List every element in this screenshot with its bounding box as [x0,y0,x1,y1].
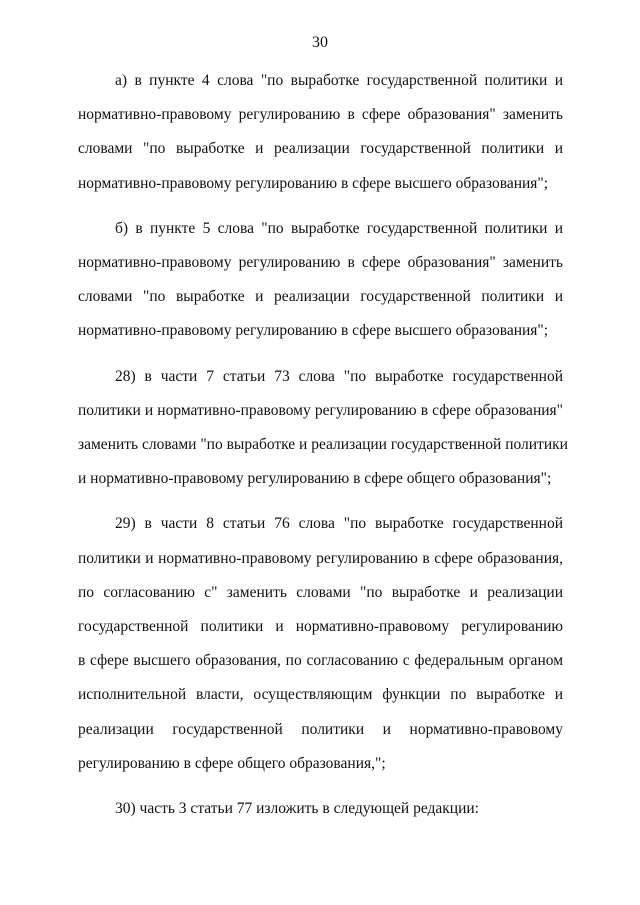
text-line: словами "по выработке и реализации государственной политики и [78,288,563,306]
text-line: 29) в части 8 статьи 76 слова "по выработке государственной [115,515,563,533]
text-line: б) в пункте 5 слова "по выработке государственной политики и [115,219,563,237]
paragraph-a-item-4 [78,64,563,201]
text-line: заменить словами "по выработке и реализации государственной политики [78,436,568,454]
text-line: реализации государственной политики и нормативно-правовому [78,720,563,738]
text-line: регулированию в сфере общего образования,"; [78,754,386,772]
text-line: политики и нормативно-правовому регулированию в сфере образования, [78,549,563,567]
text-line: словами "по выработке и реализации государственной политики и [78,140,563,158]
text-line: в сфере высшего образования, по согласованию с федеральным органом [78,652,563,670]
text-line: по согласованию с" заменить словами "по выработке и реализации [78,583,563,601]
text-line: а) в пункте 4 слова "по выработке государственной политики и [115,72,563,89]
text-line: 28) в части 7 статьи 73 слова "по выработке государственной [115,367,563,385]
document-body [78,64,568,837]
text-line: нормативно-правовому регулированию в сфере образования" заменить [78,254,563,272]
page-number: 30 [312,34,328,51]
text-line: и нормативно-правовому регулированию в сфере общего образования"; [78,470,552,488]
text-line: 30) часть 3 статьи 77 изложить в следующей редакции: [115,800,479,818]
text-line: нормативно-правовому регулированию в сфере образования" заменить [78,106,563,124]
paragraph-30 [78,792,563,826]
paragraph-29 [78,507,563,781]
text-line: исполнительной власти, осуществляющим функции по выработке и [78,686,563,704]
text-line: политики и нормативно-правовому регулированию в сфере образования" [78,401,563,419]
text-line: государственной политики и нормативно-правовому регулированию [78,618,563,636]
paragraph-28 [78,360,568,497]
text-line: нормативно-правовому регулированию в сфере высшего образования"; [78,174,549,192]
paragraph-b-item-5 [78,212,563,349]
text-line: нормативно-правовому регулированию в сфере высшего образования"; [78,322,549,340]
